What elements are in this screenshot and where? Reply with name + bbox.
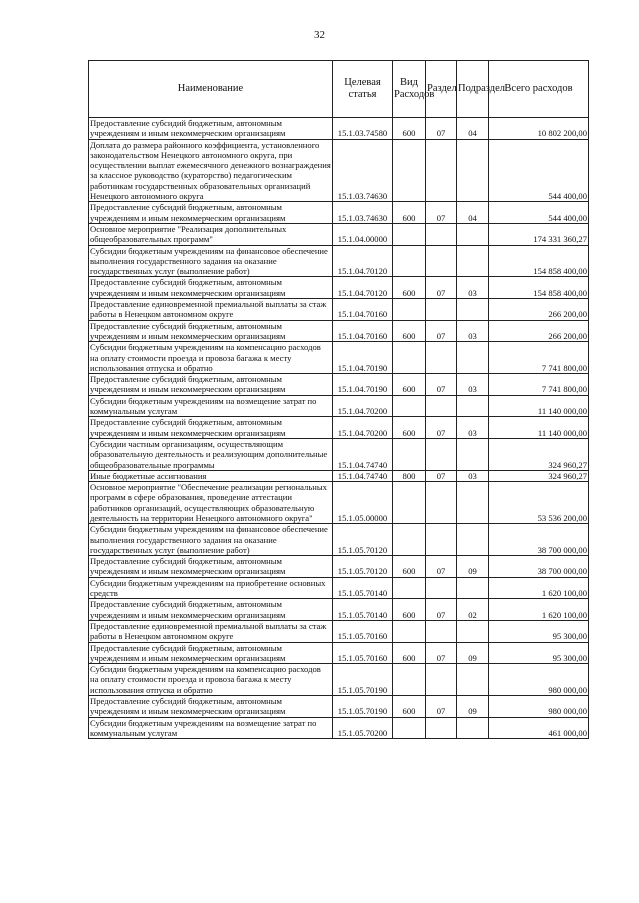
cell-total: 38 700 000,00 xyxy=(489,524,589,556)
cell-name: Предоставление субсидий бюджетным, автономным учреждениям и иным некоммерческим организациям xyxy=(89,320,333,342)
cell-target: 15.1.04.70160 xyxy=(333,299,393,321)
cell-type: 600 xyxy=(393,202,426,224)
cell-section xyxy=(426,577,457,599)
cell-total: 266 200,00 xyxy=(489,320,589,342)
cell-target: 15.1.04.00000 xyxy=(333,223,393,245)
cell-total: 7 741 800,00 xyxy=(489,374,589,396)
cell-name: Субсидии бюджетным учреждениям на финансовое обеспечение выполнения государственного задания на оказание государственных услуг (выполнение работ) xyxy=(89,524,333,556)
cell-target: 15.1.04.70200 xyxy=(333,417,393,439)
cell-section: 07 xyxy=(426,202,457,224)
table-row xyxy=(89,139,589,202)
cell-name: Предоставление субсидий бюджетным, автономным учреждениям и иным некоммерческим организациям xyxy=(89,202,333,224)
table-row xyxy=(89,277,589,299)
cell-subsection xyxy=(457,482,489,524)
cell-subsection xyxy=(457,524,489,556)
cell-total: 154 858 400,00 xyxy=(489,245,589,277)
cell-subsection xyxy=(457,717,489,739)
cell-total: 324 960,27 xyxy=(489,470,589,481)
cell-section xyxy=(426,395,457,417)
cell-name: Субсидии бюджетным учреждениям на возмещение затрат по коммунальным услугам xyxy=(89,717,333,739)
cell-section xyxy=(426,717,457,739)
cell-section xyxy=(426,139,457,202)
table-row xyxy=(89,482,589,524)
cell-name: Предоставление субсидий бюджетным, автономным учреждениям и иным некоммерческим организациям xyxy=(89,556,333,578)
cell-subsection xyxy=(457,438,489,470)
cell-type xyxy=(393,299,426,321)
cell-subsection xyxy=(457,342,489,374)
table-row xyxy=(89,577,589,599)
cell-total: 11 140 000,00 xyxy=(489,395,589,417)
table-row xyxy=(89,717,589,739)
cell-target: 15.1.04.70120 xyxy=(333,277,393,299)
cell-name: Субсидии бюджетным учреждениям на компенсацию расходов на оплату стоимости проезда и провоза багажа к месту использования отпуска и обратно xyxy=(89,664,333,696)
cell-type xyxy=(393,245,426,277)
cell-subsection: 03 xyxy=(457,277,489,299)
cell-type xyxy=(393,524,426,556)
cell-section: 07 xyxy=(426,374,457,396)
cell-total: 266 200,00 xyxy=(489,299,589,321)
cell-total: 95 300,00 xyxy=(489,642,589,664)
header-subsection: Подраздел xyxy=(457,61,489,118)
cell-section: 07 xyxy=(426,696,457,718)
cell-target: 15.1.05.70160 xyxy=(333,620,393,642)
cell-target: 15.1.05.70160 xyxy=(333,642,393,664)
cell-name: Предоставление субсидий бюджетным, автономным учреждениям и иным некоммерческим организациям xyxy=(89,277,333,299)
cell-name: Иные бюджетные ассигнования xyxy=(89,470,333,481)
cell-total: 10 802 200,00 xyxy=(489,118,589,140)
cell-subsection: 03 xyxy=(457,320,489,342)
cell-section xyxy=(426,299,457,321)
cell-subsection: 04 xyxy=(457,118,489,140)
cell-section xyxy=(426,482,457,524)
table-row xyxy=(89,438,589,470)
cell-name: Предоставление субсидий бюджетным, автономным учреждениям и иным некоммерческим организациям xyxy=(89,642,333,664)
cell-name: Основное мероприятие "Обеспечение реализации региональных программ в сфере образования, проведение аттестации работников организаций, осуществляющих образовательную деятельность на территории Ненецкого автономного округа" xyxy=(89,482,333,524)
cell-target: 15.1.05.70140 xyxy=(333,599,393,621)
cell-type: 600 xyxy=(393,696,426,718)
cell-subsection: 02 xyxy=(457,599,489,621)
cell-name: Предоставление субсидий бюджетным, автономным учреждениям и иным некоммерческим организациям xyxy=(89,374,333,396)
cell-type: 600 xyxy=(393,642,426,664)
table-header-row xyxy=(89,61,589,118)
cell-name: Предоставление единовременной премиальной выплаты за стаж работы в Ненецком автономном округе xyxy=(89,299,333,321)
cell-target: 15.1.03.74630 xyxy=(333,202,393,224)
cell-target: 15.1.04.74740 xyxy=(333,438,393,470)
table-row xyxy=(89,245,589,277)
cell-type: 600 xyxy=(393,374,426,396)
table-row xyxy=(89,556,589,578)
cell-type xyxy=(393,139,426,202)
cell-total: 980 000,00 xyxy=(489,664,589,696)
cell-subsection xyxy=(457,223,489,245)
cell-type xyxy=(393,438,426,470)
cell-type: 600 xyxy=(393,118,426,140)
cell-section xyxy=(426,438,457,470)
cell-section xyxy=(426,245,457,277)
cell-total: 154 858 400,00 xyxy=(489,277,589,299)
cell-total: 53 536 200,00 xyxy=(489,482,589,524)
cell-total: 174 331 360,27 xyxy=(489,223,589,245)
cell-name: Субсидии бюджетным учреждениям на возмещение затрат по коммунальным услугам xyxy=(89,395,333,417)
table-row xyxy=(89,299,589,321)
cell-subsection xyxy=(457,299,489,321)
table-body xyxy=(89,118,589,739)
cell-subsection: 09 xyxy=(457,696,489,718)
cell-target: 15.1.04.74740 xyxy=(333,470,393,481)
cell-name: Доплата до размера районного коэффициента, установленного законодательством Ненецкого автономного округа, при осуществлении выплат ежемесячного денежного вознаграждения за классное руководство (кураторство) педагогическим работникам государственных образовательных организаций Ненецкого автономного округа xyxy=(90,139,331,202)
header-target: Целевая статья xyxy=(333,61,393,118)
table-row xyxy=(89,642,589,664)
cell-target: 15.1.05.70140 xyxy=(333,577,393,599)
cell-subsection: 09 xyxy=(457,642,489,664)
cell-total: 544 400,00 xyxy=(489,139,589,202)
cell-total: 980 000,00 xyxy=(489,696,589,718)
cell-target: 15.1.04.70200 xyxy=(333,395,393,417)
cell-type: 600 xyxy=(393,556,426,578)
cell-type: 600 xyxy=(393,599,426,621)
cell-type: 600 xyxy=(393,320,426,342)
cell-target: 15.1.03.74580 xyxy=(333,118,393,140)
cell-target: 15.1.05.70190 xyxy=(333,664,393,696)
cell-target: 15.1.03.74630 xyxy=(333,139,393,202)
cell-type xyxy=(393,577,426,599)
cell-subsection xyxy=(457,139,489,202)
cell-name: Основное мероприятие "Реализация дополнительных общеобразовательных программ" xyxy=(89,223,333,245)
cell-type xyxy=(393,620,426,642)
cell-total: 324 960,27 xyxy=(489,438,589,470)
table-row xyxy=(89,599,589,621)
cell-total: 7 741 800,00 xyxy=(489,342,589,374)
cell-total: 544 400,00 xyxy=(489,202,589,224)
cell-name: Предоставление субсидий бюджетным, автономным учреждениям и иным некоммерческим организациям xyxy=(89,118,333,140)
cell-target: 15.1.05.00000 xyxy=(333,482,393,524)
cell-total: 11 140 000,00 xyxy=(489,417,589,439)
cell-type xyxy=(393,482,426,524)
cell-name: Предоставление субсидий бюджетным, автономным учреждениям и иным некоммерческим организациям xyxy=(89,417,333,439)
table-row xyxy=(89,223,589,245)
cell-name: Предоставление единовременной премиальной выплаты за стаж работы в Ненецком автономном округе xyxy=(89,620,333,642)
cell-subsection xyxy=(457,395,489,417)
cell-subsection xyxy=(457,620,489,642)
cell-type xyxy=(393,664,426,696)
cell-type xyxy=(393,395,426,417)
cell-name: Субсидии частным организациям, осуществляющим образовательную деятельность и реализующим дополнительные общеобразовательные программы xyxy=(89,438,333,470)
cell-section: 07 xyxy=(426,417,457,439)
table-row xyxy=(89,320,589,342)
table-row xyxy=(89,417,589,439)
cell-target: 15.1.05.70190 xyxy=(333,696,393,718)
header-section: Раздел xyxy=(426,61,457,118)
header-type: Вид Расходов xyxy=(393,61,426,118)
header-total: Всего расходов xyxy=(489,61,589,118)
table-row xyxy=(89,470,589,481)
cell-subsection: 03 xyxy=(457,417,489,439)
cell-subsection xyxy=(457,664,489,696)
cell-target: 15.1.05.70120 xyxy=(333,556,393,578)
cell-section: 07 xyxy=(426,277,457,299)
cell-section xyxy=(426,223,457,245)
cell-subsection: 03 xyxy=(457,470,489,481)
table-row xyxy=(89,524,589,556)
cell-name: Предоставление субсидий бюджетным, автономным учреждениям и иным некоммерческим организациям xyxy=(89,696,333,718)
cell-subsection: 03 xyxy=(457,374,489,396)
cell-name: Субсидии бюджетным учреждениям на финансовое обеспечение выполнения государственного задания на оказание государственных услуг (выполнение работ) xyxy=(89,245,333,277)
cell-target: 15.1.04.70160 xyxy=(333,320,393,342)
table-row xyxy=(89,620,589,642)
table-row xyxy=(89,202,589,224)
cell-subsection xyxy=(457,245,489,277)
cell-target: 15.1.04.70190 xyxy=(333,342,393,374)
cell-type xyxy=(393,717,426,739)
cell-subsection xyxy=(457,577,489,599)
cell-section: 07 xyxy=(426,470,457,481)
cell-target: 15.1.04.70120 xyxy=(333,245,393,277)
table-row xyxy=(89,118,589,140)
cell-target: 15.1.05.70200 xyxy=(333,717,393,739)
cell-section: 07 xyxy=(426,320,457,342)
cell-type: 800 xyxy=(393,470,426,481)
cell-section: 07 xyxy=(426,642,457,664)
cell-subsection: 04 xyxy=(457,202,489,224)
table-row xyxy=(89,374,589,396)
cell-type xyxy=(393,342,426,374)
cell-total: 461 000,00 xyxy=(489,717,589,739)
cell-section: 07 xyxy=(426,556,457,578)
cell-name: Предоставление субсидий бюджетным, автономным учреждениям и иным некоммерческим организациям xyxy=(89,599,333,621)
cell-section xyxy=(426,664,457,696)
cell-target: 15.1.05.70120 xyxy=(333,524,393,556)
cell-section: 07 xyxy=(426,118,457,140)
table-row xyxy=(89,696,589,718)
cell-section xyxy=(426,524,457,556)
cell-name: Субсидии бюджетным учреждениям на приобретение основных средств xyxy=(89,577,333,599)
cell-total: 95 300,00 xyxy=(489,620,589,642)
table-row xyxy=(89,664,589,696)
cell-target: 15.1.04.70190 xyxy=(333,374,393,396)
cell-type: 600 xyxy=(393,417,426,439)
table-row xyxy=(89,342,589,374)
cell-total: 1 620 100,00 xyxy=(489,599,589,621)
cell-section xyxy=(426,620,457,642)
cell-type xyxy=(393,223,426,245)
page-number: 32 xyxy=(314,29,325,41)
cell-section xyxy=(426,342,457,374)
cell-name: Субсидии бюджетным учреждениям на компенсацию расходов на оплату стоимости проезда и провоза багажа к месту использования отпуска и обратно xyxy=(89,342,333,374)
header-name: Наименование xyxy=(89,61,333,118)
cell-subsection: 09 xyxy=(457,556,489,578)
cell-type: 600 xyxy=(393,277,426,299)
cell-total: 38 700 000,00 xyxy=(489,556,589,578)
table-row xyxy=(89,395,589,417)
cell-section: 07 xyxy=(426,599,457,621)
cell-total: 1 620 100,00 xyxy=(489,577,589,599)
budget-table xyxy=(88,60,589,739)
